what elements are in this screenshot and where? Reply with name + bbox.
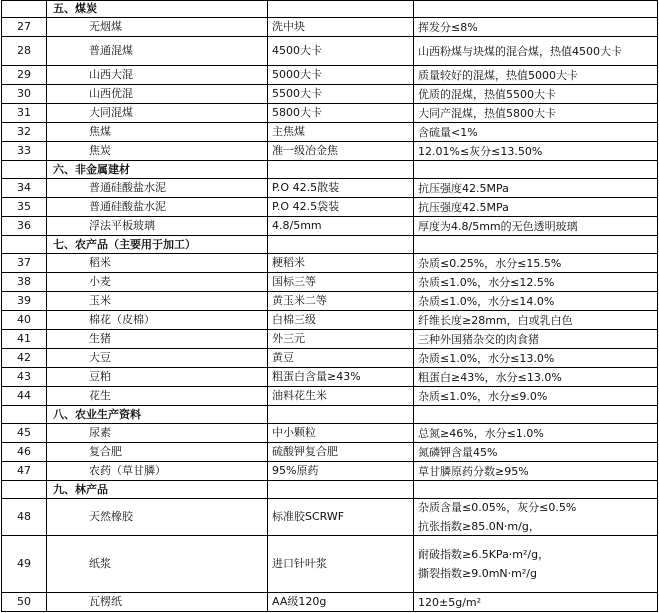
row-number: 31: [1, 104, 47, 122]
product-name: 花生: [47, 387, 268, 405]
product-name: 尿素: [47, 424, 268, 442]
product-name: 普通硅酸盐水泥: [47, 198, 268, 216]
row-number: 39: [1, 292, 47, 310]
quality-standard: [414, 254, 658, 272]
product-spec: 油料花生米: [268, 387, 414, 405]
table-row: [1, 311, 658, 330]
quality-standard: [414, 387, 658, 405]
standard-cell: [414, 161, 658, 178]
quality-standard: [414, 104, 658, 122]
product-spec: 外三元: [268, 330, 414, 348]
product-spec: 国标三等: [268, 273, 414, 291]
product-spec: 白棉三级: [268, 311, 414, 329]
quality-standard: [414, 142, 658, 160]
product-spec: 主焦煤: [268, 123, 414, 141]
product-spec: 95%原药: [268, 462, 414, 480]
product-name: 普通硅酸盐水泥: [47, 179, 268, 197]
row-number: 32: [1, 123, 47, 141]
quality-standard: [414, 18, 658, 36]
quality-standard-line: 草甘膦原药分数≥95%: [418, 464, 529, 478]
product-name: 玉米: [47, 292, 268, 310]
product-name: 焦炭: [47, 142, 268, 160]
row-number: 44: [1, 387, 47, 405]
quality-standard-line: 三种外国猪杂交的肉食猪: [418, 332, 539, 346]
quality-standard: [414, 593, 658, 611]
product-spec: 粗蛋白含量≥43%: [268, 368, 414, 386]
product-spec: 4.8/5mm: [268, 217, 414, 235]
row-number: 34: [1, 179, 47, 197]
quality-standard-line: 含硫量<1%: [418, 125, 478, 139]
table-row: [1, 349, 658, 368]
row-number: 40: [1, 311, 47, 329]
row-number: 46: [1, 443, 47, 461]
product-name: 大同混煤: [47, 104, 268, 122]
table-row: [1, 536, 658, 593]
product-name: 小麦: [47, 273, 268, 291]
quality-standard-line: 杂质≤1.0%，水分≤14.0%: [418, 294, 555, 308]
product-name: 普通混煤: [47, 37, 268, 65]
product-spec: 5500大卡: [268, 85, 414, 103]
quality-standard-line: 抗压强度42.5MPa: [418, 200, 509, 214]
section-title: 八、农业生产资料: [47, 406, 268, 423]
product-name: 棉花（皮棉）: [47, 311, 268, 329]
quality-standard-line: 耐破指数≥6.5KPa·m²/g，: [418, 548, 550, 561]
section-title: 七、农产品（主要用于加工）: [47, 236, 268, 253]
section-title: 六、非金属建材: [47, 161, 268, 178]
row-number: 37: [1, 254, 47, 272]
product-name: 浮法平板玻璃: [47, 217, 268, 235]
row-number: 49: [1, 536, 47, 592]
row-number: 42: [1, 349, 47, 367]
spec-cell: [268, 1, 414, 17]
row-number: 43: [1, 368, 47, 386]
quality-standard: [414, 85, 658, 103]
quality-standard-line: 杂质≤0.25%，水分≤15.5%: [418, 256, 562, 270]
table-row: [1, 142, 658, 161]
quality-standard: [414, 66, 658, 84]
standard-cell: [414, 236, 658, 253]
table-row: [1, 198, 658, 217]
table-row: [1, 368, 658, 387]
table-row: [1, 85, 658, 104]
product-name: 无烟煤: [47, 18, 268, 36]
product-name: 山西大混: [47, 66, 268, 84]
table-row: [1, 462, 658, 481]
product-name: 天然橡胶: [47, 499, 268, 535]
product-name: 豆粕: [47, 368, 268, 386]
product-name: 生猪: [47, 330, 268, 348]
row-number-cell: [1, 1, 47, 17]
quality-standard-line: 杂质≤1.0%，水分≤9.0%: [418, 389, 548, 403]
product-name: 大豆: [47, 349, 268, 367]
product-name: 瓦楞纸: [47, 593, 268, 611]
spec-cell: [268, 406, 414, 423]
quality-standard-line: 优质的混煤，热值5500大卡: [418, 87, 556, 101]
product-spec: 准一级冶金焦: [268, 142, 414, 160]
quality-standard: [414, 292, 658, 310]
quality-standard: [414, 273, 658, 291]
standard-cell: [414, 406, 658, 423]
product-spec: 进口针叶浆: [268, 536, 414, 592]
row-number: 29: [1, 66, 47, 84]
product-spec: 黄玉米二等: [268, 292, 414, 310]
product-spec: P.O 42.5散装: [268, 179, 414, 197]
quality-standard: [414, 349, 658, 367]
table-row: [1, 292, 658, 311]
product-name: 农药（草甘膦）: [47, 462, 268, 480]
product-spec: 标准胶SCRWF: [268, 499, 414, 535]
table-row: [1, 424, 658, 443]
table-row: [1, 593, 658, 612]
row-number: 35: [1, 198, 47, 216]
quality-standard: [414, 536, 658, 592]
quality-standard-line: 氮磷钾含量45%: [418, 445, 498, 459]
product-spec: 中小颗粒: [268, 424, 414, 442]
quality-standard-line: 纤维长度≥28mm，白或乳白色: [418, 313, 573, 327]
quality-standard: [414, 123, 658, 141]
quality-standard-line: 粗蛋白≥43%，水分≤13.0%: [418, 370, 562, 384]
price-table: [1, 0, 658, 612]
quality-standard-line: 厚度为4.8/5mm的无色透明玻璃: [418, 219, 578, 233]
row-number-cell: [1, 406, 47, 423]
standard-cell: [414, 481, 658, 498]
product-spec: 黄豆: [268, 349, 414, 367]
table-row: [1, 273, 658, 292]
product-spec: 5800大卡: [268, 104, 414, 122]
quality-standard: [414, 330, 658, 348]
quality-standard-line: 质量较好的混煤，热值5000大卡: [418, 68, 578, 82]
product-spec: 粳稻米: [268, 254, 414, 272]
section-row: [1, 481, 658, 499]
section-row: [1, 0, 658, 18]
product-spec: P.O 42.5袋装: [268, 198, 414, 216]
table-row: [1, 499, 658, 536]
quality-standard: [414, 499, 658, 535]
quality-standard-line: 杂质≤1.0%，水分≤12.5%: [418, 275, 555, 289]
spec-cell: [268, 161, 414, 178]
spec-cell: [268, 481, 414, 498]
table-row: [1, 254, 658, 273]
row-number: 30: [1, 85, 47, 103]
table-row: [1, 330, 658, 349]
row-number-cell: [1, 481, 47, 498]
product-name: 焦煤: [47, 123, 268, 141]
product-name: 山西优混: [47, 85, 268, 103]
section-row: [1, 236, 658, 254]
quality-standard-line: 大同产混煤，热值5800大卡: [418, 106, 556, 120]
table-row: [1, 123, 658, 142]
row-number: 47: [1, 462, 47, 480]
row-number: 45: [1, 424, 47, 442]
row-number-cell: [1, 161, 47, 178]
table-row: [1, 104, 658, 123]
table-row: [1, 37, 658, 66]
section-row: [1, 406, 658, 424]
quality-standard: [414, 443, 658, 461]
row-number: 33: [1, 142, 47, 160]
quality-standard: [414, 368, 658, 386]
table-row: [1, 217, 658, 236]
product-spec: 洗中块: [268, 18, 414, 36]
quality-standard: [414, 179, 658, 197]
spec-cell: [268, 236, 414, 253]
table-row: [1, 443, 658, 462]
product-spec: AA级120g: [268, 593, 414, 611]
quality-standard: [414, 424, 658, 442]
table-row: [1, 18, 658, 37]
row-number: 36: [1, 217, 47, 235]
quality-standard: [414, 462, 658, 480]
product-spec: 4500大卡: [268, 37, 414, 65]
quality-standard: [414, 198, 658, 216]
row-number-cell: [1, 236, 47, 253]
quality-standard-line: 山西粉煤与块煤的混合煤，热值4500大卡: [418, 44, 622, 58]
quality-standard-line: 12.01%≤灰分≤13.50%: [418, 144, 543, 158]
quality-standard-line: 撕裂指数≥9.0mN·m²/g: [418, 567, 537, 580]
table-row: [1, 387, 658, 406]
quality-standard: [414, 311, 658, 329]
row-number: 27: [1, 18, 47, 36]
quality-standard-line: 抗压强度42.5MPa: [418, 181, 509, 195]
product-name: 纸浆: [47, 536, 268, 592]
quality-standard: [414, 217, 658, 235]
product-name: 稻米: [47, 254, 268, 272]
section-row: [1, 161, 658, 179]
quality-standard-line: 杂质含量≤0.05%，灰分≤0.5%: [418, 501, 577, 514]
product-spec: 硫酸钾复合肥: [268, 443, 414, 461]
table-row: [1, 179, 658, 198]
section-title: 五、煤炭: [47, 1, 268, 17]
product-name: 复合肥: [47, 443, 268, 461]
section-title: 九、林产品: [47, 481, 268, 498]
quality-standard-line: 120±5g/m²: [418, 595, 482, 609]
table-row: [1, 66, 658, 85]
quality-standard-line: 挥发分≤8%: [418, 20, 478, 34]
row-number: 48: [1, 499, 47, 535]
quality-standard: [414, 37, 658, 65]
row-number: 50: [1, 593, 47, 611]
product-spec: 5000大卡: [268, 66, 414, 84]
row-number: 38: [1, 273, 47, 291]
standard-cell: [414, 1, 658, 17]
quality-standard-line: 抗张指数≥85.0N·m/g，: [418, 520, 540, 533]
quality-standard-line: 杂质≤1.0%，水分≤13.0%: [418, 351, 555, 365]
row-number: 41: [1, 330, 47, 348]
quality-standard-line: 总氮≥46%，水分≤1.0%: [418, 426, 544, 440]
row-number: 28: [1, 37, 47, 65]
